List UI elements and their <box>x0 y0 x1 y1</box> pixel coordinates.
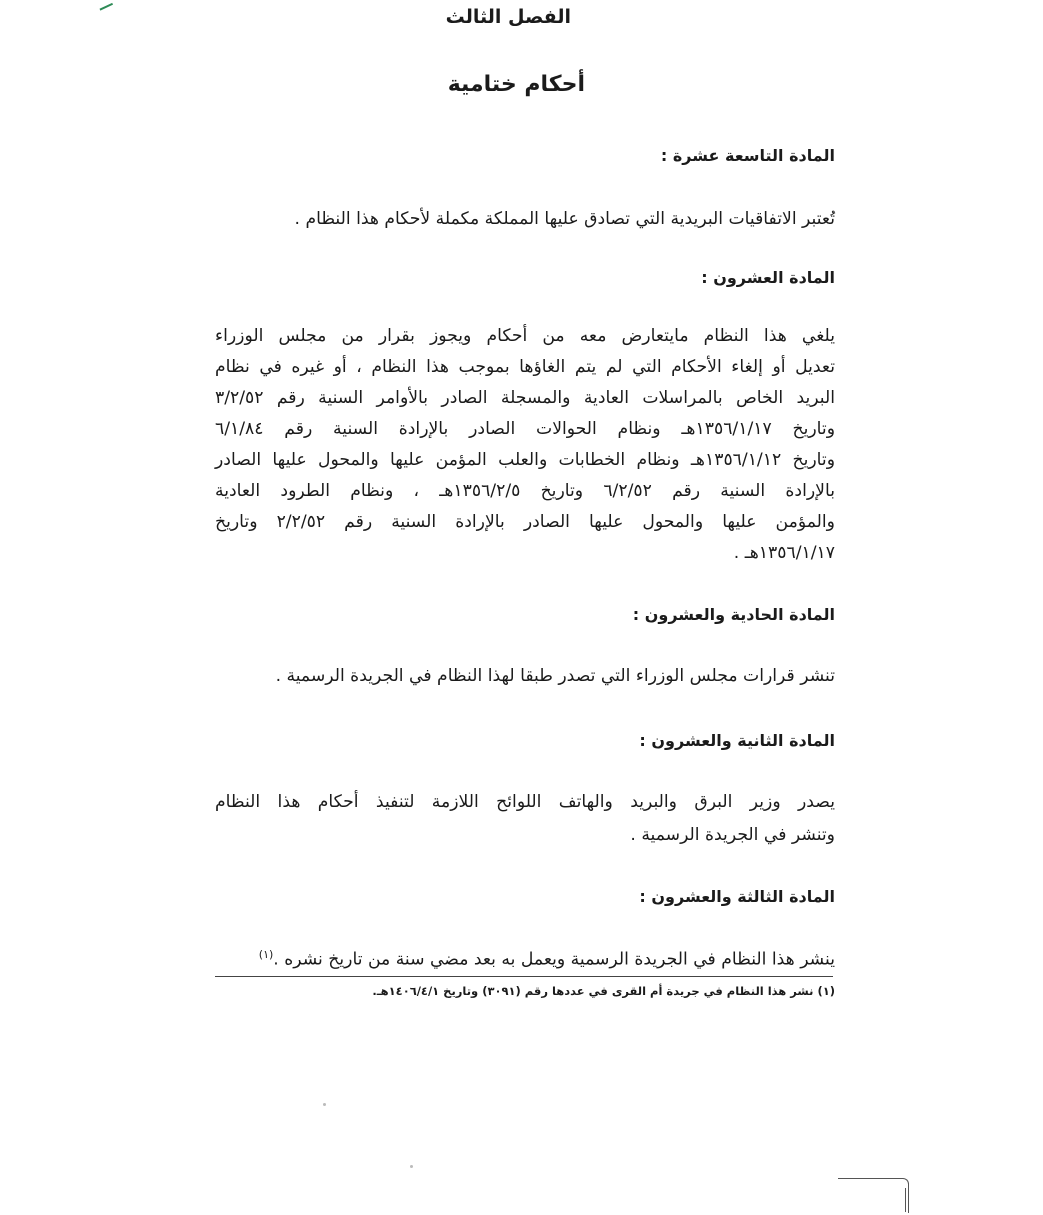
scan-speck <box>410 1165 413 1168</box>
article-21-heading: المادة الحادية والعشرون : <box>632 605 835 624</box>
article-20-line-4: وتاريخ ١٣٥٦/١/١٧هـ ونظام الحوالات الصادر بالإرادة السنية رقم ٦/١/٨٤ <box>215 419 835 439</box>
footnote-reference: (١) <box>258 948 274 961</box>
footnote-text: (١) نشر هذا النظام في جريدة أم القرى في عددها رقم (٣٠٩١) وتاريخ ١٤٠٦/٤/١هـ. <box>372 984 835 998</box>
article-20-line-7: والمؤمن عليها والمحول عليها الصادر بالإرادة السنية رقم ٢/٢/٥٢ وتاريخ <box>215 512 835 532</box>
article-21-line-1: تنشر قرارات مجلس الوزراء التي تصدر طبقا لهذا النظام في الجريدة الرسمية . <box>275 666 835 686</box>
article-20-heading: المادة العشرون : <box>701 268 835 287</box>
section-title: أحكام ختامية <box>447 72 585 97</box>
article-20-line-3: البريد الخاص بالمراسلات العادية والمسجلة الصادر بالأوامر السنية رقم ٣/٢/٥٢ <box>215 388 835 408</box>
article-23-line-1 <box>259 949 835 969</box>
article-22-line-1: يصدر وزير البرق والبريد والهاتف اللوائح اللازمة لتنفيذ أحكام هذا النظام <box>215 792 835 812</box>
article-20-line-8: ١٣٥٦/١/١٧هـ . <box>733 543 835 563</box>
article-22-line-2: وتنشر في الجريدة الرسمية . <box>630 825 835 845</box>
footnote-divider <box>215 976 833 977</box>
article-20-line-5: وتاريخ ١٣٥٦/١/١٢هـ ونظام الخطابات والعلب المؤمن عليها والمحول عليها الصادر <box>215 450 835 470</box>
chapter-title: الفصل الثالث <box>445 6 571 28</box>
article-23-text: ينشر هذا النظام في الجريدة الرسمية ويعمل به بعد مضي سنة من تاريخ نشره . <box>273 949 835 970</box>
article-23-heading: المادة الثالثة والعشرون : <box>639 887 835 906</box>
green-check-mark <box>97 0 113 11</box>
page-corner-line <box>905 1188 928 1212</box>
article-20-line-6: بالإرادة السنية رقم ٦/٢/٥٢ وتاريخ ١٣٥٦/٢/٥هـ ، ونظام الطرود العادية <box>215 481 835 501</box>
article-19-line-1: تُعتبر الاتفاقيات البريدية التي تصادق عليها المملكة مكملة لأحكام هذا النظام . <box>294 209 835 229</box>
article-20-line-1: يلغي هذا النظام مايتعارض معه من أحكام ويجوز بقرار من مجلس الوزراء <box>215 326 835 346</box>
article-22-heading: المادة الثانية والعشرون : <box>639 731 835 750</box>
article-20-line-2: تعديل أو إلغاء الأحكام التي لم يتم الغاؤها بموجب هذا النظام ، أو غيره في نظام <box>215 357 835 377</box>
page-corner-line <box>838 1178 909 1213</box>
scan-speck <box>323 1103 326 1106</box>
article-19-heading: المادة التاسعة عشرة : <box>660 146 835 165</box>
